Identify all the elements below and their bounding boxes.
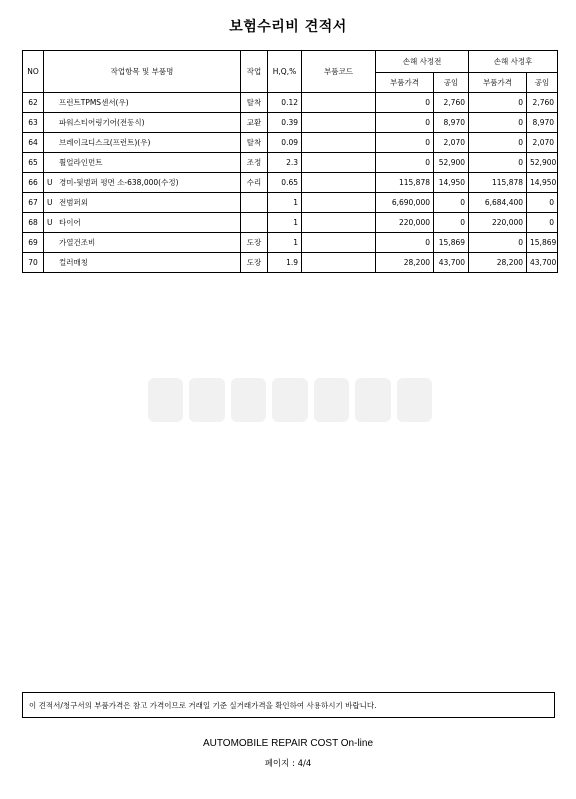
row-after-part-price: 0 [469,153,527,173]
row-before-labor: 0 [434,213,469,233]
estimate-rows [23,93,558,273]
document-title: 보험수리비 견적서 [229,19,347,35]
row-part-code [302,253,376,273]
row-after-labor: 8,970 [527,113,558,133]
row-after-labor: 14,950 [527,173,558,193]
header-code: 부품코드 [302,51,376,93]
row-item [44,173,241,193]
row-item [44,253,241,273]
row-before-labor: 43,700 [434,253,469,273]
row-hq: 1 [268,213,302,233]
row-item [44,113,241,133]
row-work: 탈착 [241,133,268,153]
row-no: 67 [23,193,44,213]
row-after-part-price: 0 [469,93,527,113]
table-row [23,253,558,273]
row-before-labor: 2,070 [434,133,469,153]
footer-brand: AUTOMOBILE REPAIR COST On-line [202,738,374,749]
row-before-part-price: 0 [376,113,434,133]
row-work: 교환 [241,113,268,133]
table-row [23,113,558,133]
row-after-labor: 2,760 [527,93,558,113]
row-item [44,213,241,233]
row-hq: 0.39 [268,113,302,133]
row-item [44,133,241,153]
table-row [23,193,558,213]
row-no: 70 [23,253,44,273]
row-no: 68 [23,213,44,233]
row-after-part-price: 220,000 [469,213,527,233]
row-hq: 0.12 [268,93,302,113]
row-after-part-price: 0 [469,133,527,153]
header-item: 작업항목 및 부품명 [44,51,241,93]
row-work: 도장 [241,233,268,253]
header-before-part-price: 부품가격 [376,73,434,93]
table-row [23,93,558,113]
row-before-part-price: 0 [376,233,434,253]
row-hq: 1 [268,233,302,253]
row-before-part-price: 0 [376,153,434,173]
row-after-part-price: 6,684,400 [469,193,527,213]
row-before-labor: 2,760 [434,93,469,113]
notice-text: 이 견적서/청구서의 부품가격은 참고 가격이므로 거래일 기준 실거래가격을 확인하여 사용하시기 바랍니다. [29,701,377,710]
row-no: 64 [23,133,44,153]
row-after-labor: 15,869 [527,233,558,253]
table-row [23,233,558,253]
row-work [241,193,268,213]
row-part-code [302,233,376,253]
row-no: 63 [23,113,44,133]
row-mark: U [47,197,53,207]
row-hq: 1.9 [268,253,302,273]
row-work: 탈착 [241,93,268,113]
header-no: NO [23,51,44,93]
row-before-labor: 15,869 [434,233,469,253]
row-hq: 1 [268,193,302,213]
row-part-code [302,213,376,233]
header-before-labor: 공임 [434,73,469,93]
row-item-text: 경미-뒷범퍼 평면 소-638,000(수정) [59,177,179,187]
header-before: 손해 사정전 [376,51,469,73]
header-after-part-price: 부품가격 [469,73,527,93]
row-before-part-price: 6,690,000 [376,193,434,213]
row-after-labor: 43,700 [527,253,558,273]
row-item [44,193,241,213]
row-item-text: 브레이크디스크(프런트)(우) [59,137,151,147]
row-work: 도장 [241,253,268,273]
row-no: 62 [23,93,44,113]
row-before-part-price: 28,200 [376,253,434,273]
row-after-labor: 0 [527,213,558,233]
row-part-code [302,193,376,213]
row-before-labor: 8,970 [434,113,469,133]
row-no: 66 [23,173,44,193]
row-after-part-price: 28,200 [469,253,527,273]
row-item-text: 휠얼라인먼트 [59,157,103,167]
row-item [44,233,241,253]
header-after: 손해 사정후 [469,51,558,73]
row-before-part-price: 115,878 [376,173,434,193]
estimate-table [22,50,558,273]
row-hq: 2.3 [268,153,302,173]
row-after-labor: 52,900 [527,153,558,173]
row-after-part-price: 115,878 [469,173,527,193]
row-mark: U [47,217,53,227]
row-part-code [302,93,376,113]
row-no: 65 [23,153,44,173]
row-item-text: 가열건조비 [59,237,96,247]
row-before-part-price: 0 [376,133,434,153]
row-item [44,93,241,113]
row-item-text: 컬러매칭 [59,257,88,267]
row-item-text: 전범퍼외 [59,197,88,207]
row-before-part-price: 0 [376,93,434,113]
row-item [44,153,241,173]
row-after-part-price: 0 [469,113,527,133]
row-item-text: 타이어 [59,217,81,227]
row-before-part-price: 220,000 [376,213,434,233]
table-row [23,213,558,233]
row-after-part-price: 0 [469,233,527,253]
header-work: 작업 [241,51,268,93]
row-work: 수리 [241,173,268,193]
row-after-labor: 2,070 [527,133,558,153]
row-hq: 0.09 [268,133,302,153]
row-part-code [302,133,376,153]
page-number: 페이지 : 4/4 [264,759,312,769]
row-part-code [302,113,376,133]
table-row [23,153,558,173]
row-after-labor: 0 [527,193,558,213]
watermark [148,378,432,422]
table-row [23,173,558,193]
notice-box [22,692,555,718]
row-work: 조정 [241,153,268,173]
row-before-labor: 14,950 [434,173,469,193]
header-after-labor: 공임 [527,73,558,93]
row-part-code [302,153,376,173]
row-part-code [302,173,376,193]
row-item-text: 프런트TPMS센서(우) [59,97,129,107]
header-hq: H,Q,% [268,51,302,93]
row-item-text: 파워스티어링기어(전동식) [59,117,145,127]
row-before-labor: 0 [434,193,469,213]
row-hq: 0.65 [268,173,302,193]
row-mark: U [47,177,53,187]
row-no: 69 [23,233,44,253]
row-before-labor: 52,900 [434,153,469,173]
table-row [23,133,558,153]
row-work [241,213,268,233]
